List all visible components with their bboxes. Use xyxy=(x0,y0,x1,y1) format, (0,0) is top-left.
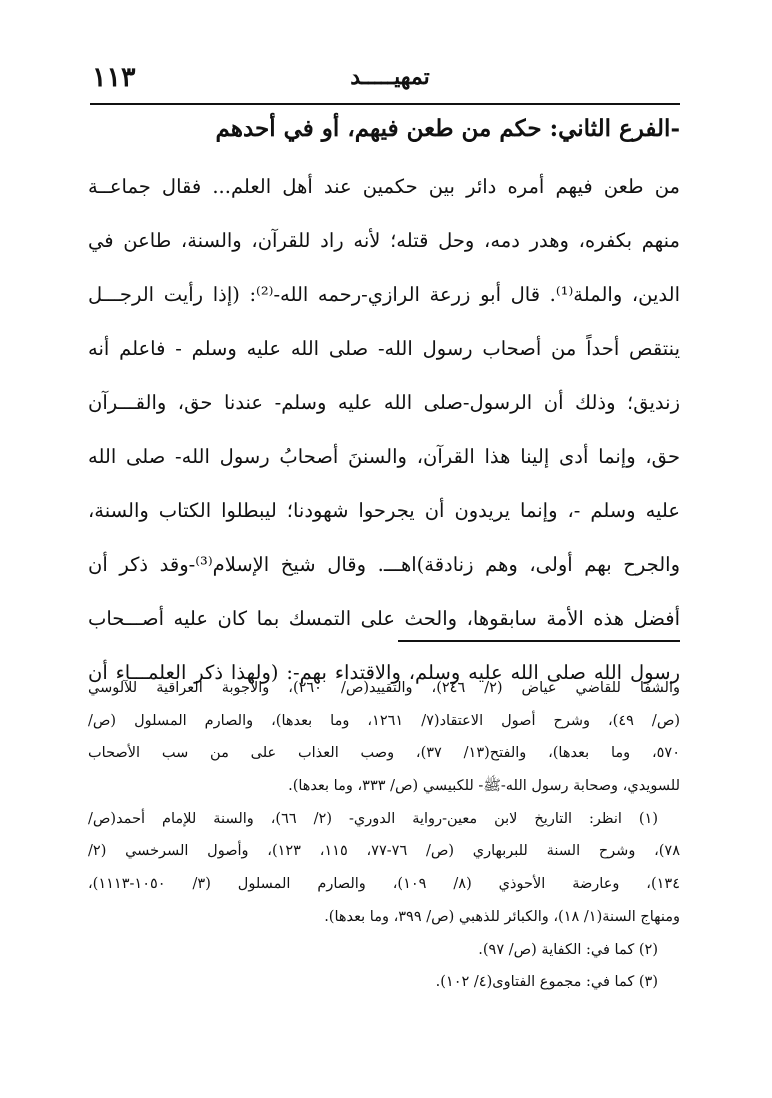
body-line: زنديق؛ وذلك أن الرسول-صلى الله عليه وسلم- عندنا حق، والقـــرآن xyxy=(88,391,680,414)
body-line: ينتقص أحداً من أصحاب رسول الله- صلى الله عليه وسلم - فاعلم أنه xyxy=(88,337,680,360)
section-title: -الفرع الثاني: حكم من طعن فيهم، أو في أحدهم xyxy=(215,115,680,142)
body-text xyxy=(88,160,680,700)
footnote-line: ١٣٤)، وعارضة الأحوذي (٨/ ١٠٩)، والصارم المسلول (٣/ ١٠٥٠-١١١٣)، xyxy=(88,876,680,893)
body-line: والجرح بهم أولى، وهم زنادقة)اهـــ. وقال شيخ الإسلام⁽³⁾-وقد ذكر أن xyxy=(88,553,680,576)
footnote-line: (٣) كما في: مجموع الفتاوى(٤/ ١٠٢). xyxy=(435,974,658,991)
body-line: عليه وسلم -، وإنما يريدون أن يجرحوا شهودنا؛ ليبطلوا الكتاب والسنة، xyxy=(88,499,680,522)
footnote-line: ٥٧٠، وما بعدها)، والفتح(١٣/ ٣٧)، وصب العذاب على من سب الأصحاب xyxy=(88,745,680,762)
footnote-line: والشفا للقاضي عياض (٢/ ٢٤٦)، والتقييد(ص/ ٢٦٠)، والأجوبة العراقية للآلوسي xyxy=(88,680,680,696)
footnote-line: ٧٨)، وشرح السنة للبربهاري (ص/ ٧٦-٧٧، ١١٥، ١٢٣)، وأصول السرخسي (٢/ xyxy=(88,843,680,860)
body-line: من طعن فيهم أمره دائر بين حكمين عند أهل العلم... فقال جماعــة xyxy=(88,175,680,198)
footnote-separator xyxy=(398,640,680,642)
footnote-line: (ص/ ٤٩)، وشرح أصول الاعتقاد(٧/ ١٢٦١، وما بعدها)، والصارم المسلول (ص/ xyxy=(88,712,680,729)
footnote-line: للسويدي، وصحابة رسول الله-ﷺ- للكبيسي (ص/ ٣٣٣، وما بعدها). xyxy=(288,778,680,795)
running-title: تمهيـــــد xyxy=(350,64,430,90)
footnote-line: (١) انظر: التاريخ لابن معين-رواية الدوري- (٢/ ٦٦)، والسنة للإمام أحمد(ص/ xyxy=(88,810,658,827)
footnote-line: ومنهاج السنة(١/ ١٨)، والكبائر للذهبي (ص/ ٣٩٩، وما بعدها). xyxy=(324,908,680,925)
page-number: ١١٣ xyxy=(92,62,136,93)
body-line: الدين، والملة⁽¹⁾. قال أبو زرعة الرازي-رحمه الله-⁽²⁾: (إذا رأيت الرجـــل xyxy=(88,283,680,306)
body-line: منهم بكفره، وهدر دمه، وحل قتله؛ لأنه راد للقرآن، والسنة، طاعن في xyxy=(88,229,680,252)
header-rule xyxy=(90,103,680,105)
body-line: رسول الله صلى الله عليه وسلم، والاقتداء بهم-: (ولهذا ذكر العلمـــاء أن xyxy=(88,661,680,684)
body-line: أفضل هذه الأمة سابقوها، والحث على التمسك بما كان عليه أصـــحاب xyxy=(88,607,680,630)
footnote-line: (٢) كما في: الكفاية (ص/ ٩٧). xyxy=(478,941,658,958)
body-line: حق، وإنما أدى إلينا هذا القرآن، والسننَ أصحابُ رسول الله- صلى الله xyxy=(88,445,680,468)
footnotes xyxy=(88,672,680,999)
